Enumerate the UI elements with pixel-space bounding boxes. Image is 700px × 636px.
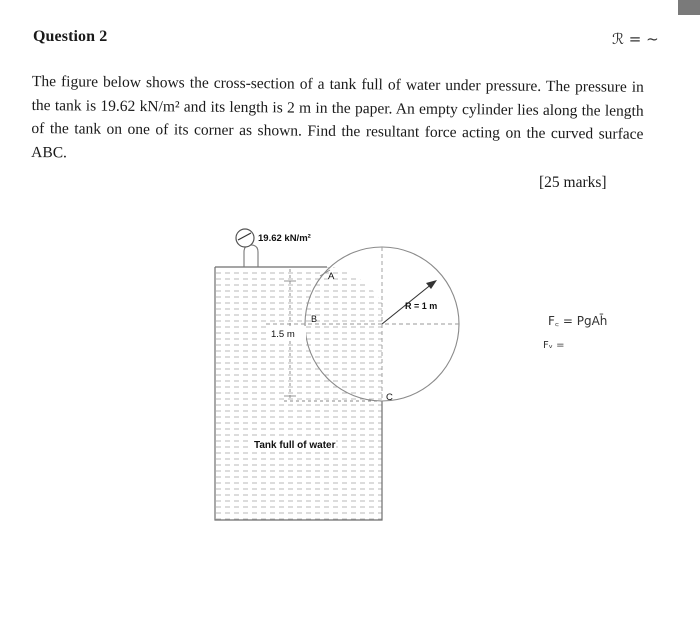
pressure-gauge-icon [236, 229, 254, 247]
point-b-label: B [311, 314, 318, 324]
question-body: The figure below shows the cross-section of a tank full of water under pressure. The pressure in the tank is 19.62 kN/m² and its length is 2 m in the paper. An empty cylinder lies along the length of the tank on one of its corner as shown. Find the resultant force acting on the curved surface ABC. [31, 72, 644, 161]
handwritten-note-top: ℛ = ~ [612, 30, 659, 48]
handwritten-note-force: F꜀ = ΡgAh̄ [548, 314, 608, 328]
depth-label: 1.5 m [271, 329, 295, 340]
tank-water-fill [215, 267, 382, 520]
point-c-label: C [386, 392, 393, 403]
tank-label: Tank full of water [254, 440, 336, 451]
question-title: Question 2 [33, 28, 108, 45]
gauge-pressure-label: 19.62 kN/m² [258, 233, 311, 244]
point-a-label: A [328, 271, 335, 282]
radius-label: R = 1 m [405, 301, 438, 311]
gauge-pipe [244, 245, 258, 267]
marks-label: [25 marks] [539, 174, 607, 191]
handwritten-note-vertical: Fᵥ = [543, 340, 565, 351]
